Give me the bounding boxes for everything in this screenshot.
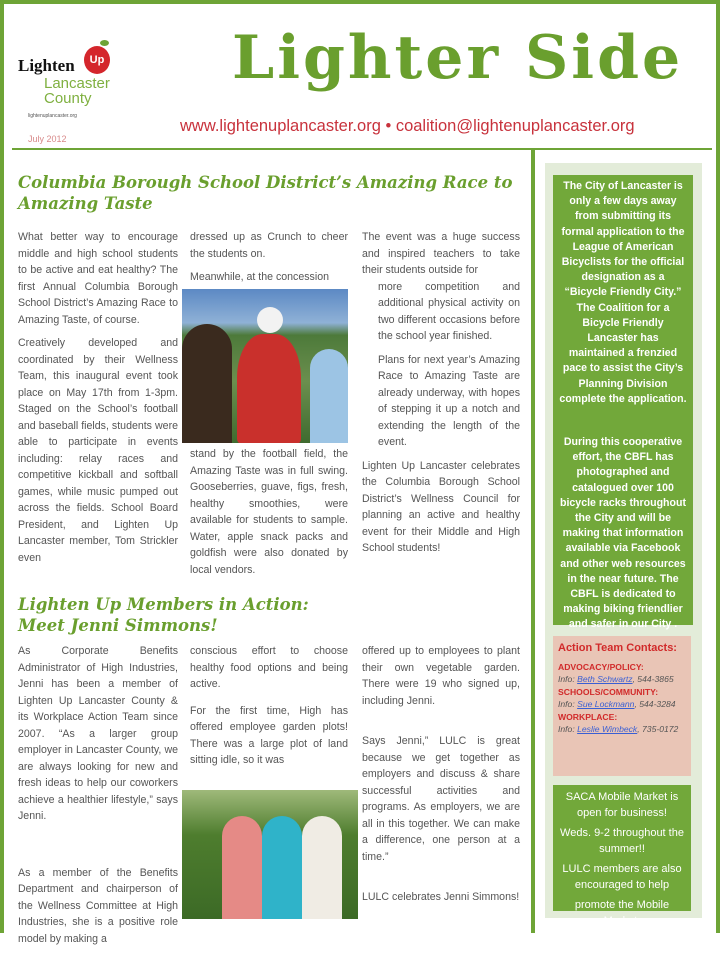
column-divider <box>531 150 535 933</box>
article2-col1: As Corporate Benefits Administrator of High Industries, Jenni has been a member of Lighten Up Lancaster County & its Workplace Action Team since 2007. “As a larger group employer in Lancaster County, we are always looking for new and fresh ideas to help our coworkers achieve a healthier lifestyle,” says Jenni. As a member of the Benefits Department and chairperson of the Wellness Committee at High Industries, she is a positive role model by making a <box>18 645 178 945</box>
article2-col3: offered up to employees to plant their own vegetable garden. There were 19 who signed up, including Jenni. Says Jenni,” LULC is great because we get together as employers and discuss & share successful activities and programs. As employers, we are all in this together. We can make a difference, one person at a time.” LULC celebrates Jenni Simmons! <box>362 645 520 903</box>
contact-urls[interactable]: www.lightenuplancaster.org • coalition@lightenuplancaster.org <box>180 117 635 135</box>
contact-link[interactable]: Beth Schwartz <box>577 674 633 684</box>
article1-col2b: stand by the football field, the Amazing Taste was in full swing. Gooseberries, guave, figs, fresh, healthy smoothies, were available for students to sample. Water, apple snack packs and goldfish were also donated by local vendors. <box>190 448 348 576</box>
article1-title: Columbia Borough School District’s Amazing Race to Amazing Taste <box>18 173 513 213</box>
article2-title: Lighten Up Members in Action: Meet Jenni Simmons! <box>18 595 309 635</box>
article1-col1: What better way to encourage middle and high school students to be active and eat healthy? The first Annual Columbia Borough School District’s Amazing Race to Amazing Taste, of course. Creatively developed and coordinated by their Wellness Team, this inaugural event took place on May 17th from 1-3pm. Staged on the School’s football and baseball fields, students were able to participate in events including: relay races and competitive kickball and softball games, while music pumped out across the fields. School Board President, and Lighten Up Lancaster member, Tom Strickler even <box>18 231 178 564</box>
crunch-mascot-photo <box>182 289 348 443</box>
header-divider <box>12 148 712 150</box>
contact-link[interactable]: Leslie Wimbeck <box>577 724 638 734</box>
issue-date: July 2012 <box>28 134 67 144</box>
jenni-garden-photo <box>182 790 358 919</box>
bicycle-friendly-box: The City of Lancaster is only a few days away from submitting its formal application to the League of American Bicyclists for the official designation as a “Bicycle Friendly City.” The Coalition for a Bicycle Friendly Lancaster has maintained a frenzied pace to assist the City’s Planning Division complete the application. During this cooperative effort, the CBFL has photographed and catalogued over 100 bicycle racks throughout the City and will be making that information available via Facebook and other web resources in the near future. The CBFL is dedicated to making biking friendlier and safer in our City . <box>553 175 693 625</box>
apple-icon: Up <box>84 46 110 74</box>
newsletter-title: Lighter Side <box>232 23 684 93</box>
article1-col3: The event was a huge success and inspired teachers to take their students outside for more competition and additional physical activity on two different occasions before the school year finished. Plans for next year’s Amazing Race to Amazing Taste are already underway, with hopes of stepping it up a notch and extending the length of the event. Lighten Up Lancaster celebrates the Columbia Borough School District’s Wellness Council for planning an active and healthy event for their Middle and High School students! <box>362 231 520 554</box>
action-team-contacts: Action Team Contacts: ADVOCACY/POLICY: Info: Beth Schwartz, 544-3865 SCHOOLS/COMMUNITY: Info: Sue Lockmann, 544-3284 WORKPLACE: Info: Leslie Wimbeck, 735-0172 <box>553 636 691 776</box>
leaf-icon <box>100 40 109 46</box>
mobile-market-box: SACA Mobile Market is open for business! Weds. 9-2 throughout the summer!! LULC members are also encouraged to help promote the Mobile Market. <box>553 785 691 911</box>
sidebar <box>545 163 702 927</box>
logo: Lighten Up Lancaster County lightenuplancaster.org July 2012 <box>14 18 159 143</box>
contact-link[interactable]: Sue Lockmann <box>577 699 635 709</box>
article2-col2: conscious effort to choose healthy food options and being active. For the first time, High has offered employee garden plots! There was a large plot of land sitting idle, so it was <box>190 645 348 766</box>
article1-col2a: dressed up as Crunch to cheer the students on. Meanwhile, at the concession <box>190 231 348 283</box>
